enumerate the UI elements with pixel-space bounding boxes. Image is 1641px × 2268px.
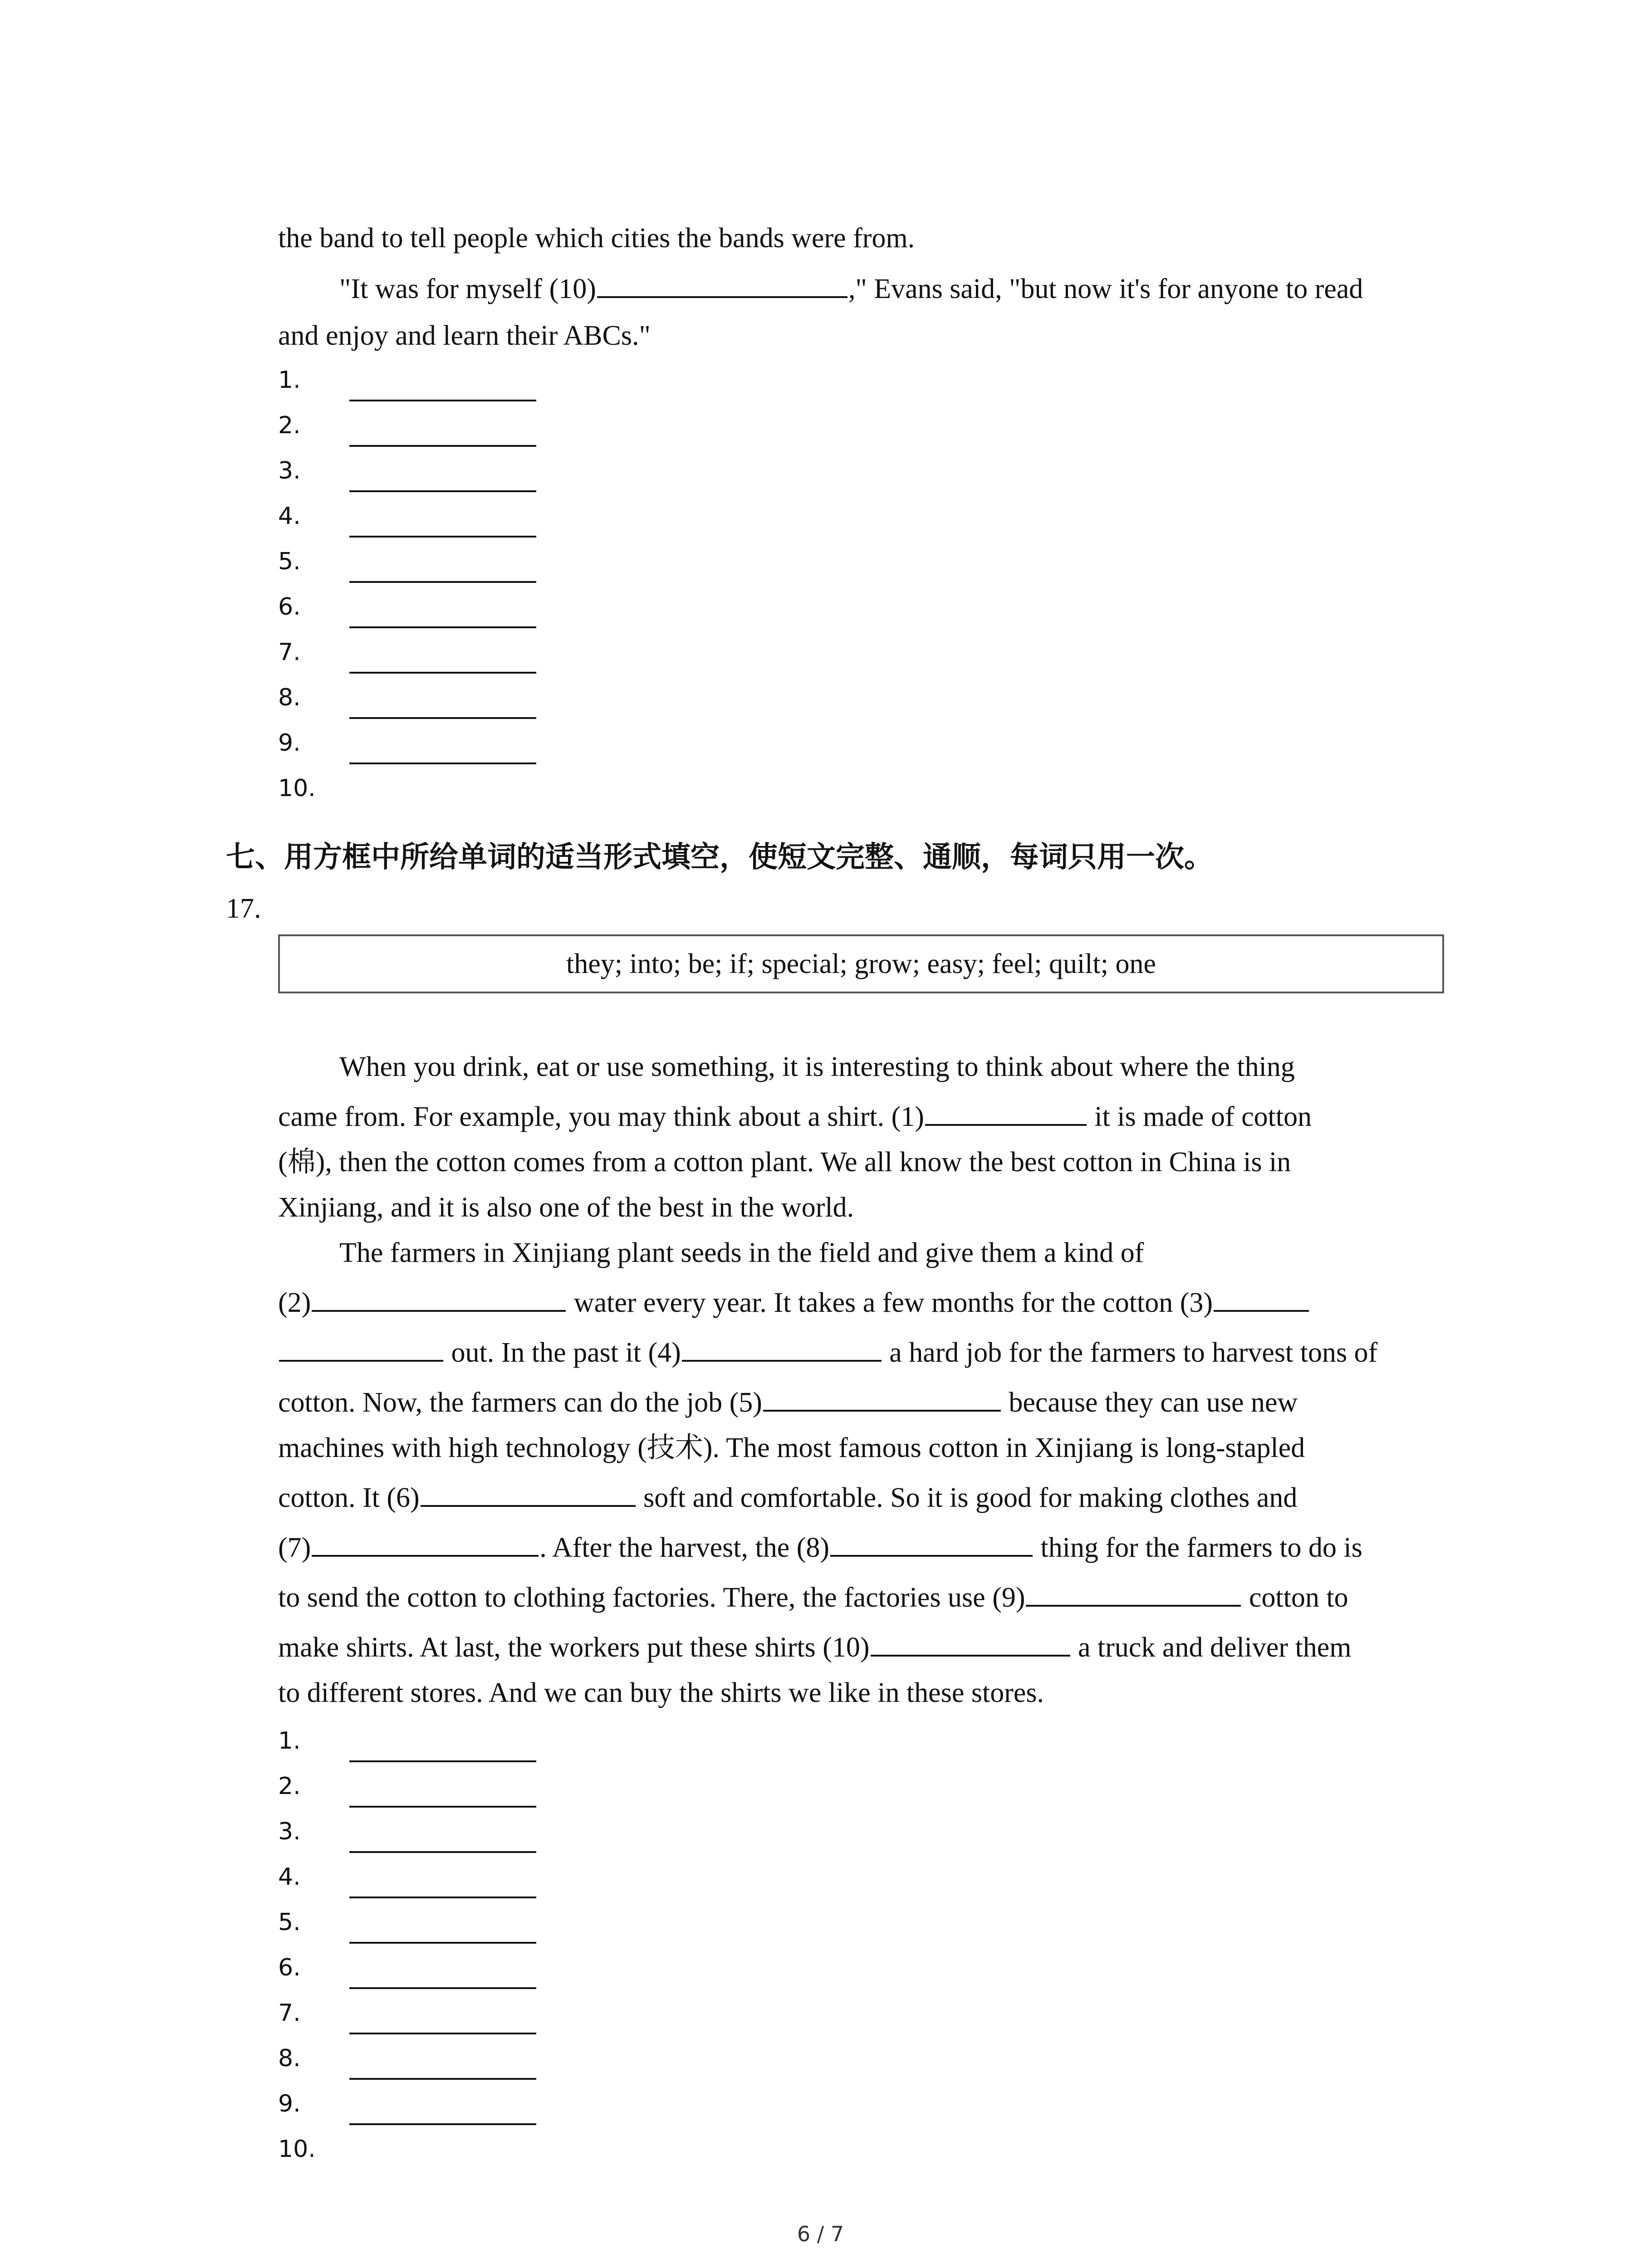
answer-number: 5. [278, 548, 301, 575]
answer-blank-4[interactable] [682, 1334, 882, 1362]
text: because they can use new [1001, 1387, 1298, 1418]
text: Xinjiang, and it is also one of the best in the world. [278, 1192, 854, 1223]
answer-number: 7. [278, 1999, 301, 2027]
answer-blank-3[interactable] [1214, 1284, 1309, 1312]
answer-line[interactable] [349, 490, 536, 492]
answer-blank-6[interactable] [421, 1479, 636, 1507]
answer-blank-1[interactable] [925, 1098, 1087, 1126]
text: the band to tell people which cities the bands were from. [278, 223, 915, 254]
answer-number: 2. [278, 412, 301, 439]
text: water every year. It takes a few months for the cotton (3) [567, 1287, 1213, 1318]
answer-number: 2. [278, 1773, 301, 1800]
answer-line[interactable] [349, 1987, 536, 1989]
answer-line[interactable] [349, 445, 536, 447]
passage-line [278, 266, 1514, 312]
answer-line[interactable] [349, 1806, 536, 1808]
passage-line [278, 1185, 1453, 1230]
answer-number: 5. [278, 1909, 301, 1936]
text: cotton. Now, the farmers can do the job (5) [278, 1387, 762, 1418]
answer-number: 10. [278, 775, 316, 802]
answer-number: 6. [278, 593, 301, 621]
passage-line [278, 215, 1453, 261]
answer-line[interactable] [349, 717, 536, 719]
text: and enjoy and learn their ABCs." [278, 320, 651, 351]
text: (7) [278, 1532, 311, 1563]
text: The farmers in Xinjiang plant seeds in the field and give them a kind of [339, 1237, 1144, 1268]
passage-line [278, 1670, 1453, 1716]
passage-line [278, 1280, 1453, 1325]
answer-line[interactable] [349, 1942, 536, 1944]
answer-line[interactable] [349, 2123, 536, 2125]
text: cotton. It (6) [278, 1482, 420, 1513]
text: (2) [278, 1287, 311, 1318]
answer-number: 4. [278, 503, 301, 530]
answer-line[interactable] [349, 763, 536, 764]
answer-number: 9. [278, 2090, 301, 2117]
answer-number: 3. [278, 457, 301, 484]
answer-number: 6. [278, 1954, 301, 1981]
text: thing for the farmers to do is [1034, 1532, 1362, 1563]
answer-blank-10[interactable] [871, 1628, 1070, 1657]
text: it is made of cotton [1087, 1101, 1312, 1132]
text: (棉), then the cotton comes from a cotton plant. We all know the best cotton in China is in [278, 1147, 1291, 1178]
text: cotton to [1242, 1582, 1348, 1613]
section-heading: 七、用方框中所给单词的适当形式填空，使短文完整、通顺，每词只用一次。 [226, 841, 1213, 874]
text: make shirts. At last, the workers put these shirts (10) [278, 1632, 870, 1663]
passage-line [278, 1139, 1453, 1185]
text: a hard job for the farmers to harvest tons of [882, 1337, 1378, 1368]
passage-line [278, 1425, 1453, 1471]
passage-line [278, 313, 1453, 358]
text: When you drink, eat or use something, it is interesting to think about where the thing [339, 1051, 1295, 1082]
passage-line [278, 1525, 1453, 1570]
text: a truck and deliver them [1071, 1632, 1352, 1663]
answer-line[interactable] [349, 1851, 536, 1853]
text: ," Evans said, "but now it's for anyone to read [848, 274, 1363, 304]
answer-number: 9. [278, 729, 301, 757]
answer-blank-10[interactable] [597, 270, 847, 298]
passage-line [278, 1575, 1453, 1620]
passage-line [278, 1044, 1514, 1090]
answer-number: 4. [278, 1863, 301, 1891]
answer-line[interactable] [349, 626, 536, 628]
answer-blank-2[interactable] [312, 1284, 566, 1312]
text: soft and comfortable. So it is good for making clothes and [636, 1482, 1298, 1513]
answer-number: 10. [278, 2136, 316, 2163]
answer-blank-8[interactable] [830, 1529, 1033, 1557]
passage-line [278, 1475, 1453, 1520]
answer-blank-5[interactable] [763, 1383, 1001, 1412]
answer-number: 3. [278, 1818, 301, 1845]
answer-line[interactable] [349, 2033, 536, 2034]
answer-line[interactable] [349, 400, 536, 401]
text: out. In the past it (4) [444, 1337, 681, 1368]
word-box [278, 934, 1444, 993]
text: to different stores. And we can buy the shirts we like in these stores. [278, 1677, 1044, 1708]
answer-number: 8. [278, 684, 301, 711]
passage-line [278, 1330, 1453, 1375]
answer-number: 7. [278, 639, 301, 666]
page-number: 6 / 7 [797, 2222, 844, 2246]
answer-number: 1. [278, 367, 301, 394]
answer-number: 8. [278, 2045, 301, 2072]
text: machines with high technology (技术). The most famous cotton in Xinjiang is long-stapled [278, 1432, 1305, 1463]
question-number: 17. [226, 893, 261, 924]
word-box-text: they; into; be; if; special; grow; easy; feel; quilt; one [566, 948, 1156, 979]
answer-line[interactable] [349, 581, 536, 583]
passage-line [278, 1094, 1453, 1139]
passage-line [278, 1625, 1453, 1670]
passage-line [278, 1380, 1453, 1425]
text: "It was for myself (10) [339, 274, 596, 304]
answer-blank-3-cont[interactable] [279, 1334, 443, 1362]
answer-blank-7[interactable] [312, 1529, 539, 1557]
answer-line[interactable] [349, 672, 536, 674]
passage-line [278, 1230, 1514, 1276]
text: to send the cotton to clothing factories. There, the factories use (9) [278, 1582, 1025, 1613]
answer-blank-9[interactable] [1026, 1579, 1241, 1607]
answer-line[interactable] [349, 2078, 536, 2080]
text: . After the harvest, the (8) [539, 1532, 830, 1563]
answer-line[interactable] [349, 1760, 536, 1762]
answer-number: 1. [278, 1727, 301, 1755]
answer-line[interactable] [349, 1897, 536, 1898]
text: came from. For example, you may think about a shirt. (1) [278, 1101, 924, 1132]
answer-line[interactable] [349, 536, 536, 538]
